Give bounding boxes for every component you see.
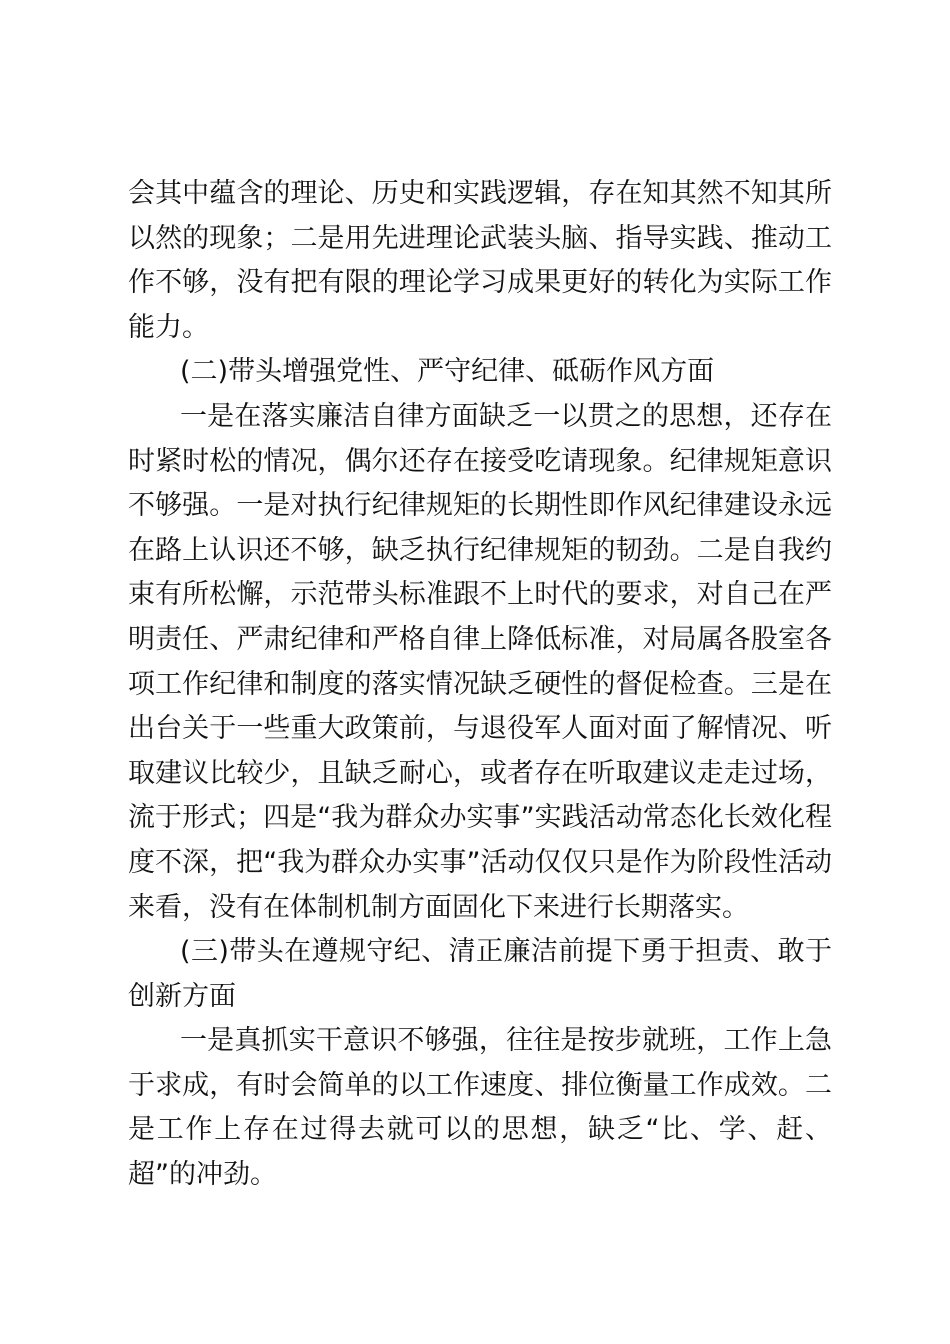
document-body bbox=[128, 172, 832, 1198]
paragraph-responsibility: 一是真抓实干意识不够强，往往是按步就班，工作上急于求成，有时会简单的以工作速度、排位衡量工作成效。二是工作上存在过得去就可以的思想，缺乏“比、学、赶、超”的冲劲。 bbox=[128, 1025, 832, 1191]
section-heading-2: (二)带头增强党性、严守纪律、砥砺作风方面 bbox=[180, 356, 715, 388]
section-heading-3: (三)带头在遵规守纪、清正廉洁前提下勇于担责、敢于创新方面 bbox=[128, 936, 832, 1012]
paragraph-continued: 会其中蕴含的理论、历史和实践逻辑，存在知其然不知其所以然的现象；二是用先进理论武装头脑、指导实践、推动工作不够，没有把有限的理论学习成果更好的转化为实际工作能力。 bbox=[128, 178, 832, 343]
paragraph-discipline: 一是在落实廉洁自律方面缺乏一以贯之的思想，还存在时紧时松的情况，偶尔还存在接受吃请现象。纪律规矩意识不够强。一是对执行纪律规矩的长期性即作风纪律建设永远在路上认识还不够，缺乏执行纪律规矩的韧劲。二是自我约束有所松懈，示范带头标准跟不上时代的要求，对自己在严明责任、严肃纪律和严格自律上降低标准，对局属各股室各项工作纪律和制度的落实情况缺乏硬性的督促检查。三是在出台关于一些重大政策前，与退役军人面对面了解情况、听取建议比较少，且缺乏耐心，或者存在听取建议走走过场，流于形式；四是“我为群众办实事”实践活动常态化长效化程度不深，把“我为群众办实事”活动仅仅只是作为阶段性活动来看，没有在体制机制方面固化下来进行长期落实。 bbox=[128, 400, 832, 923]
